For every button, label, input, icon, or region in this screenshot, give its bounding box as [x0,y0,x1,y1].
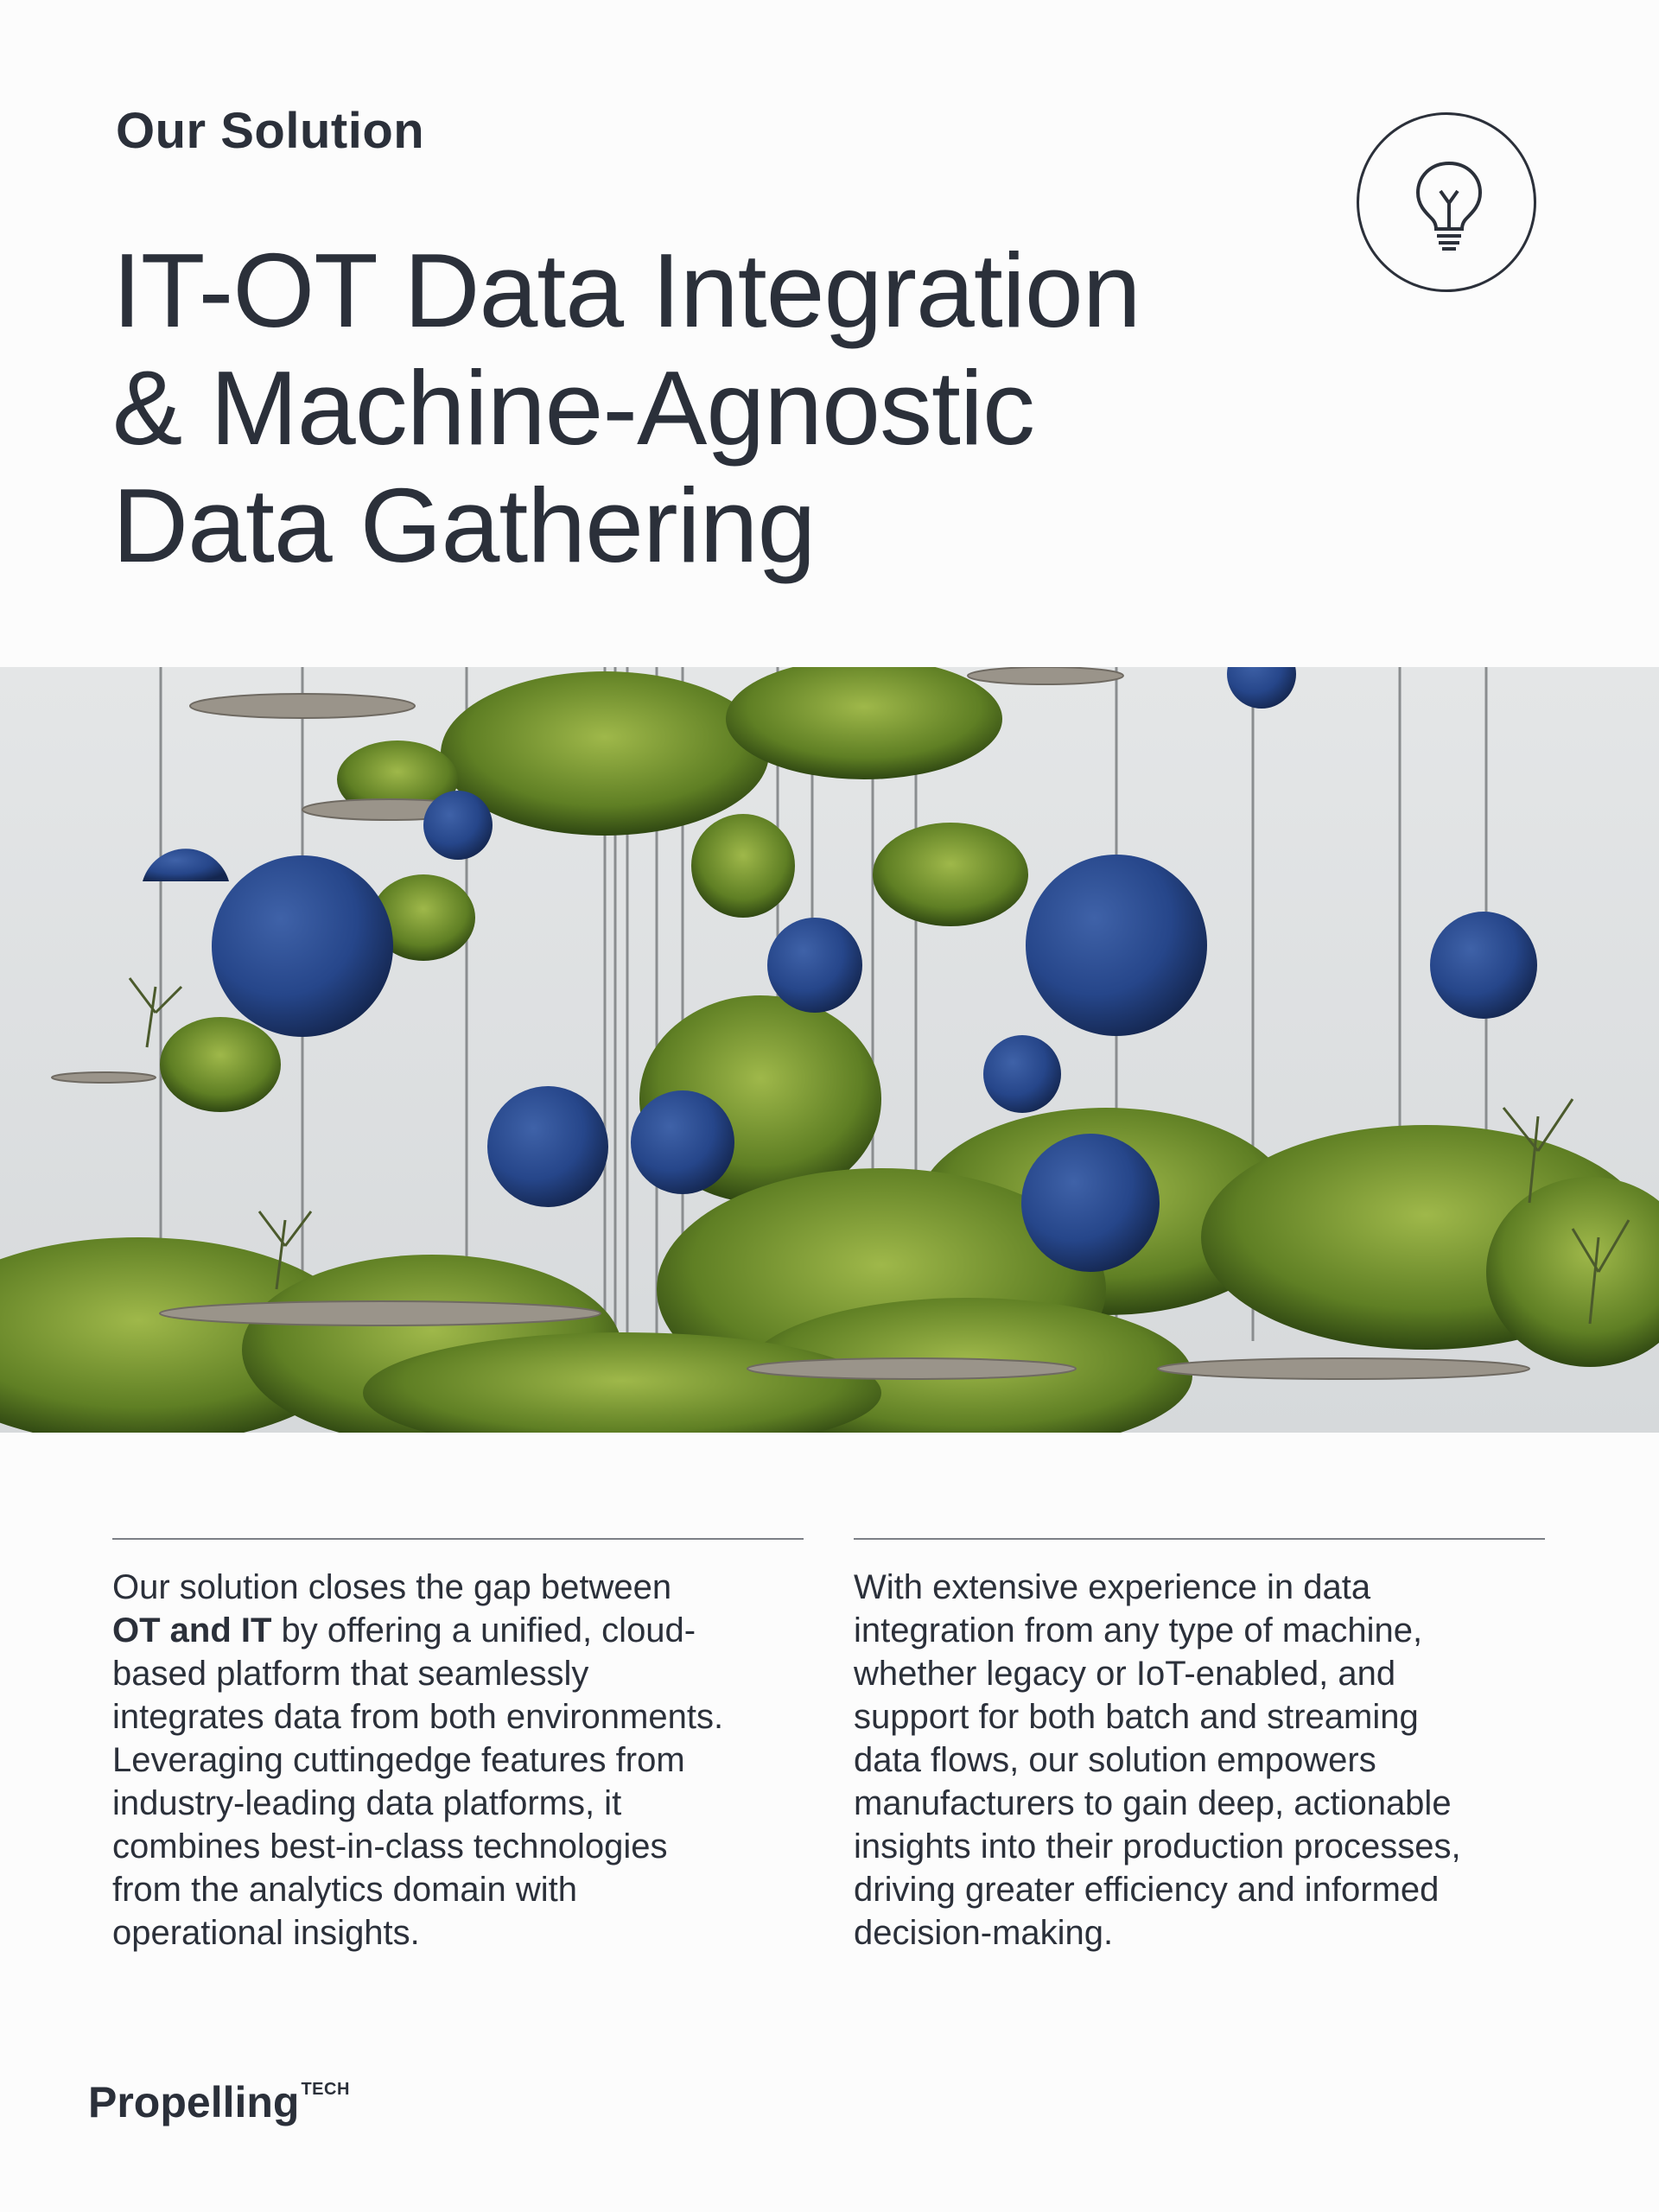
title-line: Data Gathering [112,467,816,584]
body-text: decision-making. [854,1914,1114,1952]
title-line: & Machine-Agnostic [112,349,1034,467]
body-text: combines best-in-class technologies [112,1827,668,1866]
body-text: manufacturers to gain deep, actionable [854,1784,1452,1822]
body-text: integrates data from both environments. [112,1698,724,1736]
body-text: whether legacy or IoT-enabled, and [854,1655,1396,1693]
body-text: operational insights. [112,1914,420,1952]
page-title [112,232,1305,584]
body-text: support for both batch and streaming [854,1698,1419,1736]
body-text: Leveraging cuttingedge features from [112,1741,685,1779]
body-text: from the analytics domain with [112,1871,578,1909]
body-text: data flows, our solution empowers [854,1741,1376,1779]
brand-superscript: TECH [301,2080,350,2099]
body-text: driving greater efficiency and informed [854,1871,1440,1909]
body-text: Our solution closes the gap between [112,1568,672,1606]
body-text: based platform that seamlessly [112,1655,589,1693]
lightbulb-icon [1408,158,1491,253]
emphasis-text: OT and IT [112,1611,272,1649]
lightbulb-badge [1357,112,1536,292]
body-text: With extensive experience in data [854,1568,1371,1606]
body-text: insights into their production processes, [854,1827,1461,1866]
body-column-left [112,1538,804,1955]
hero-image [0,667,1659,1433]
section-eyebrow: Our Solution [116,103,425,159]
title-line: IT-OT Data Integration [112,232,1141,349]
hanging-spheres-illustration [0,667,1659,1433]
body-text: by offering a unified, cloud- [271,1611,696,1649]
body-column-right [854,1538,1545,1955]
body-text: industry-leading data platforms, it [112,1784,622,1822]
body-text: integration from any type of machine, [854,1611,1423,1649]
brand-logo [88,2077,350,2127]
brand-name: Propelling [88,2078,300,2126]
